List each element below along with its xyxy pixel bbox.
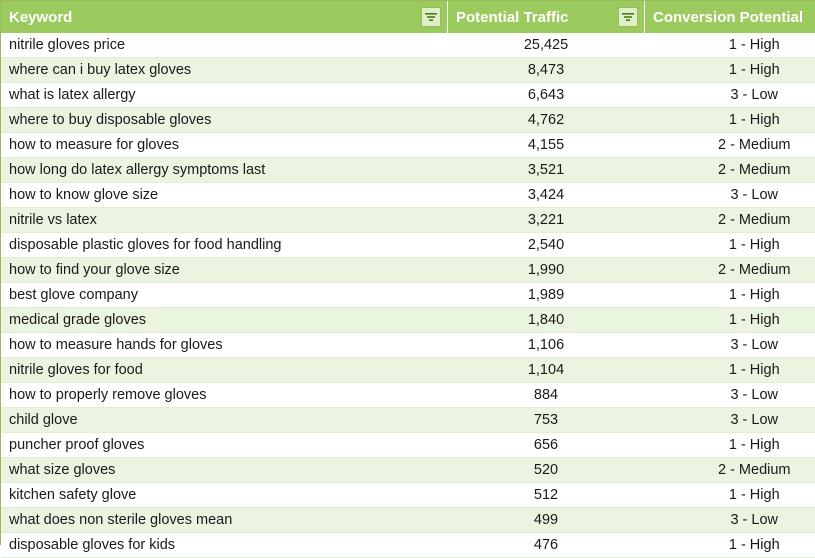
cell-keyword: child glove <box>1 408 448 433</box>
cell-potential-traffic: 499 <box>448 508 645 533</box>
cell-potential-traffic: 3,221 <box>448 208 645 233</box>
table-row[interactable] <box>1 33 815 58</box>
column-header-keyword[interactable] <box>1 1 448 33</box>
table-row[interactable] <box>1 433 815 458</box>
cell-keyword: disposable gloves for kids <box>1 533 448 558</box>
cell-keyword: how to know glove size <box>1 183 448 208</box>
cell-keyword: how to find your glove size <box>1 258 448 283</box>
cell-potential-traffic: 1,840 <box>448 308 645 333</box>
cell-keyword: where can i buy latex gloves <box>1 58 448 83</box>
table-header-row <box>1 1 815 33</box>
cell-potential-traffic: 1,990 <box>448 258 645 283</box>
table-row[interactable] <box>1 283 815 308</box>
cell-conversion-potential: 1 - High <box>645 233 815 258</box>
cell-keyword: kitchen safety glove <box>1 483 448 508</box>
table-row[interactable] <box>1 258 815 283</box>
cell-keyword: how to measure hands for gloves <box>1 333 448 358</box>
cell-conversion-potential: 3 - Low <box>645 508 815 533</box>
cell-keyword: how to measure for gloves <box>1 133 448 158</box>
cell-potential-traffic: 4,155 <box>448 133 645 158</box>
table-row[interactable] <box>1 133 815 158</box>
cell-keyword: how long do latex allergy symptoms last <box>1 158 448 183</box>
table-header <box>1 1 815 33</box>
cell-conversion-potential: 1 - High <box>645 283 815 308</box>
cell-conversion-potential: 1 - High <box>645 483 815 508</box>
keyword-table <box>1 1 815 558</box>
cell-keyword: puncher proof gloves <box>1 433 448 458</box>
table-row[interactable] <box>1 383 815 408</box>
cell-conversion-potential: 1 - High <box>645 58 815 83</box>
cell-potential-traffic: 1,104 <box>448 358 645 383</box>
table-row[interactable] <box>1 408 815 433</box>
table-row[interactable] <box>1 183 815 208</box>
filter-icon <box>622 12 634 22</box>
cell-conversion-potential: 3 - Low <box>645 83 815 108</box>
column-header-conversion-potential[interactable] <box>645 1 815 33</box>
filter-icon-keyword[interactable] <box>421 7 441 27</box>
cell-keyword: nitrile gloves for food <box>1 358 448 383</box>
cell-potential-traffic: 6,643 <box>448 83 645 108</box>
cell-keyword: what size gloves <box>1 458 448 483</box>
cell-potential-traffic: 2,540 <box>448 233 645 258</box>
cell-conversion-potential: 3 - Low <box>645 408 815 433</box>
cell-conversion-potential: 3 - Low <box>645 183 815 208</box>
column-header-keyword-label: Keyword <box>9 9 72 26</box>
column-header-potential-traffic-label: Potential Traffic <box>456 9 569 26</box>
cell-conversion-potential: 1 - High <box>645 308 815 333</box>
cell-potential-traffic: 656 <box>448 433 645 458</box>
cell-conversion-potential: 1 - High <box>645 533 815 558</box>
cell-potential-traffic: 3,521 <box>448 158 645 183</box>
cell-keyword: how to properly remove gloves <box>1 383 448 408</box>
table-row[interactable] <box>1 358 815 383</box>
column-header-conversion-potential-label: Conversion Potential <box>653 9 803 26</box>
cell-conversion-potential: 1 - High <box>645 108 815 133</box>
table-row[interactable] <box>1 83 815 108</box>
cell-potential-traffic: 8,473 <box>448 58 645 83</box>
cell-keyword: what is latex allergy <box>1 83 448 108</box>
cell-potential-traffic: 1,106 <box>448 333 645 358</box>
cell-keyword: where to buy disposable gloves <box>1 108 448 133</box>
cell-conversion-potential: 1 - High <box>645 358 815 383</box>
table-row[interactable] <box>1 233 815 258</box>
cell-potential-traffic: 476 <box>448 533 645 558</box>
table-body <box>1 33 815 558</box>
table-row[interactable] <box>1 508 815 533</box>
table-row[interactable] <box>1 108 815 133</box>
cell-keyword: what does non sterile gloves mean <box>1 508 448 533</box>
cell-conversion-potential: 3 - Low <box>645 383 815 408</box>
cell-conversion-potential: 1 - High <box>645 33 815 58</box>
cell-potential-traffic: 4,762 <box>448 108 645 133</box>
cell-keyword: best glove company <box>1 283 448 308</box>
cell-conversion-potential: 2 - Medium <box>645 208 815 233</box>
cell-keyword: disposable plastic gloves for food handling <box>1 233 448 258</box>
table-row[interactable] <box>1 308 815 333</box>
cell-potential-traffic: 884 <box>448 383 645 408</box>
table-row[interactable] <box>1 483 815 508</box>
table-row[interactable] <box>1 158 815 183</box>
filter-icon <box>425 12 437 22</box>
cell-keyword: nitrile vs latex <box>1 208 448 233</box>
cell-potential-traffic: 3,424 <box>448 183 645 208</box>
cell-conversion-potential: 2 - Medium <box>645 158 815 183</box>
cell-conversion-potential: 2 - Medium <box>645 133 815 158</box>
filter-icon-potential-traffic[interactable] <box>618 7 638 27</box>
cell-conversion-potential: 1 - High <box>645 433 815 458</box>
cell-potential-traffic: 753 <box>448 408 645 433</box>
table-row[interactable] <box>1 208 815 233</box>
cell-potential-traffic: 25,425 <box>448 33 645 58</box>
column-header-potential-traffic[interactable] <box>448 1 645 33</box>
cell-conversion-potential: 2 - Medium <box>645 458 815 483</box>
table-row[interactable] <box>1 458 815 483</box>
cell-potential-traffic: 1,989 <box>448 283 645 308</box>
table-row[interactable] <box>1 58 815 83</box>
cell-potential-traffic: 512 <box>448 483 645 508</box>
table-row[interactable] <box>1 333 815 358</box>
cell-potential-traffic: 520 <box>448 458 645 483</box>
cell-keyword: nitrile gloves price <box>1 33 448 58</box>
cell-conversion-potential: 3 - Low <box>645 333 815 358</box>
table-row[interactable] <box>1 533 815 558</box>
cell-keyword: medical grade gloves <box>1 308 448 333</box>
cell-conversion-potential: 2 - Medium <box>645 258 815 283</box>
